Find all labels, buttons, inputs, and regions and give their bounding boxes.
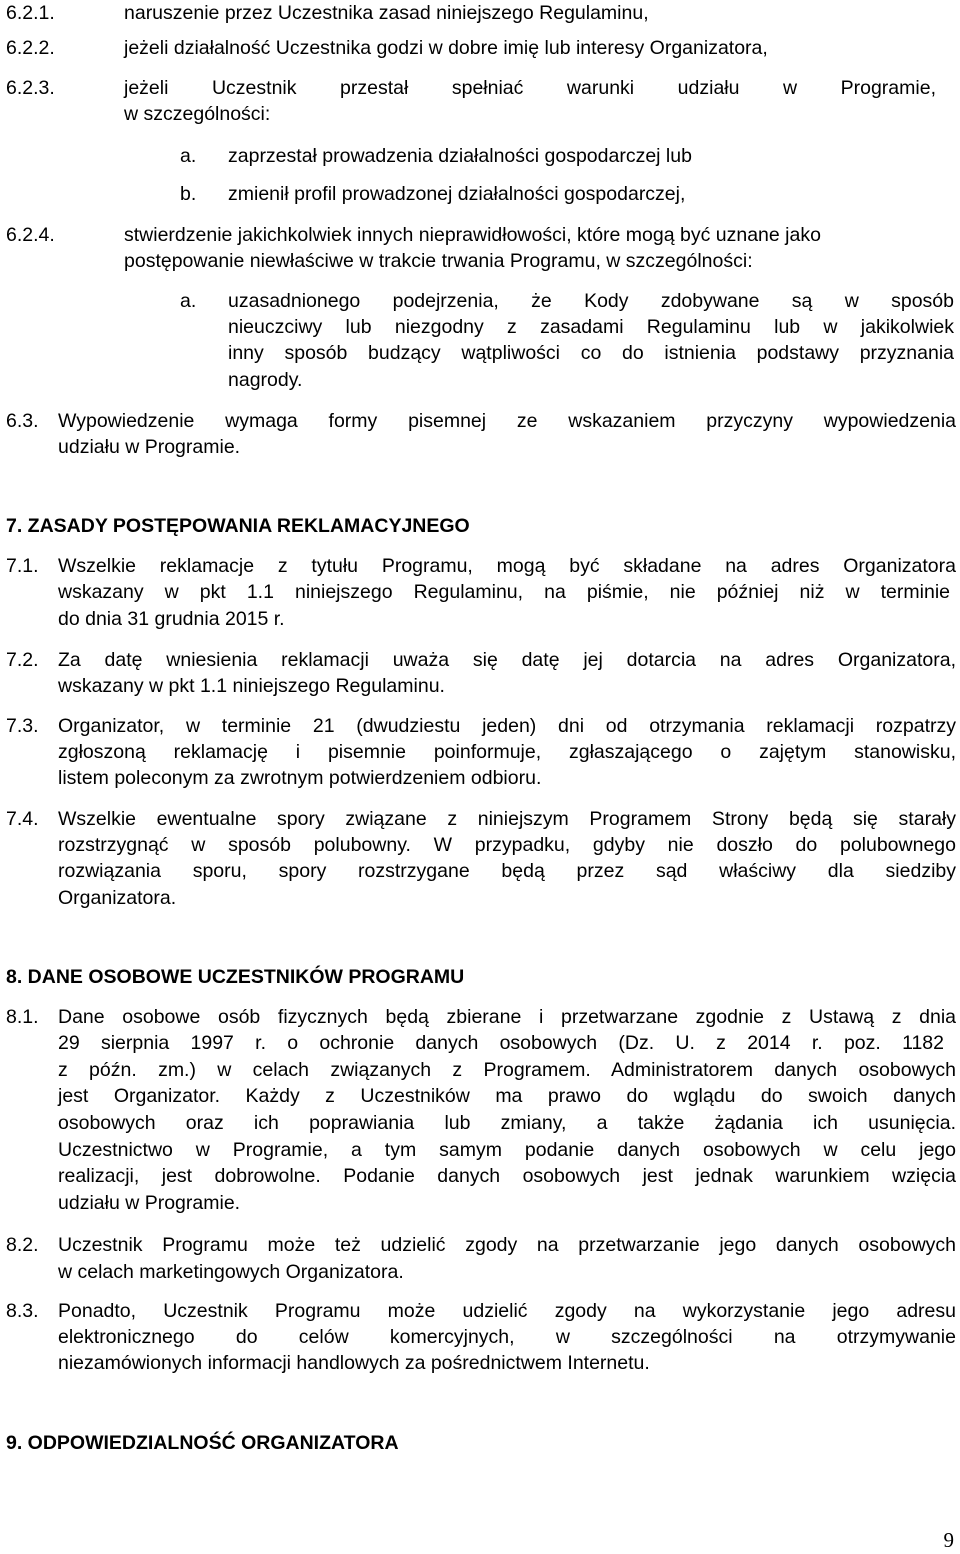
item-number: 6.3. bbox=[6, 410, 39, 432]
item-text-line: w celach marketingowych Organizatora. bbox=[58, 1261, 404, 1283]
item-number: 6.2.2. bbox=[6, 37, 55, 59]
item-text-line: osobowych oraz ich poprawiania lub zmiany, a także żądania ich usunięcia. bbox=[58, 1112, 956, 1134]
item-text: jeżeli działalność Uczestnika godzi w dobre imię lub interesy Organizatora, bbox=[124, 37, 768, 59]
item-text-line: postępowanie niewłaściwe w trakcie trwania Programu, w szczególności: bbox=[124, 250, 753, 272]
item-text-line: Organizatora. bbox=[58, 887, 177, 909]
item-text-line: Organizator, w terminie 21 (dwudziestu jeden) dni od otrzymania reklamacji rozpatrzy bbox=[58, 715, 956, 737]
item-number: 6.2.3. bbox=[6, 77, 55, 99]
item-number: 8.3. bbox=[6, 1300, 39, 1322]
item-text-line: Uczestnictwo w Programie, a tym samym podanie danych osobowych w celu jego bbox=[58, 1139, 956, 1161]
item-text-line: do dnia 31 grudnia 2015 r. bbox=[58, 608, 285, 630]
section-heading-8: 8. DANE OSOBOWE UCZESTNIKÓW PROGRAMU bbox=[6, 966, 465, 988]
section-heading-7: 7. ZASADY POSTĘPOWANIA REKLAMACYJNEGO bbox=[6, 515, 470, 537]
item-number: 8.1. bbox=[6, 1006, 39, 1028]
item-text-line: niezamówionych informacji handlowych za pośrednictwem Internetu. bbox=[58, 1352, 650, 1374]
item-number: 7.2. bbox=[6, 649, 39, 671]
item-text-line: Wypowiedzenie wymaga formy pisemnej ze wskazaniem przyczyny wypowiedzenia bbox=[58, 410, 956, 432]
item-text-line: Dane osobowe osób fizycznych będą zbierane i przetwarzane zgodnie z Ustawą z dnia bbox=[58, 1006, 956, 1028]
item-text-line: wskazany w pkt 1.1 niniejszego Regulaminu. bbox=[58, 675, 445, 697]
item-text-line: wskazany w pkt 1.1 niniejszego Regulaminu, na piśmie, nie później niż w terminie bbox=[58, 581, 950, 603]
item-text-line: elektronicznego do celów komercyjnych, w szczególności na otrzymywanie bbox=[58, 1326, 956, 1348]
item-text: zmienił profil prowadzonej działalności gospodarczej, bbox=[228, 183, 686, 205]
item-text-line: udziału w Programie. bbox=[58, 436, 241, 458]
item-text: naruszenie przez Uczestnika zasad niniejszego Regulaminu, bbox=[124, 2, 649, 24]
item-text-line: Za datę wniesienia reklamacji uważa się datę jej dotarcia na adres Organizatora, bbox=[58, 649, 956, 671]
item-number: a. bbox=[180, 145, 197, 167]
item-text-line: rozwiązania sporu, spory rozstrzygane będą przez sąd właściwy dla siedziby bbox=[58, 860, 956, 882]
item-text-line: realizacji, jest dobrowolne. Podanie danych osobowych jest jednak warunkiem wzięcia bbox=[58, 1165, 956, 1187]
item-text-line: listem poleconym za zwrotnym potwierdzeniem odbioru. bbox=[58, 767, 542, 789]
item-text-line: Wszelkie ewentualne spory związane z niniejszym Programem Strony będą się starały bbox=[58, 808, 956, 830]
section-heading-9: 9. ODPOWIEDZIALNOŚĆ ORGANIZATORA bbox=[6, 1432, 399, 1454]
item-number: a. bbox=[180, 290, 197, 312]
item-text-line: uzasadnionego podejrzenia, że Kody zdobywane są w sposób bbox=[228, 290, 954, 312]
item-text-line: nieuczciwy lub niezgodny z zasadami Regulaminu lub w jakikolwiek bbox=[228, 316, 954, 338]
item-text-line: zgłoszoną reklamację i pisemnie poinformuje, zgłaszającego o zajętym stanowisku, bbox=[58, 741, 956, 763]
item-text: zaprzestał prowadzenia działalności gospodarczej lub bbox=[228, 145, 692, 167]
item-text-line: udziału w Programie. bbox=[58, 1192, 241, 1214]
item-text-line: 29 sierpnia 1997 r. o ochronie danych osobowych (Dz. U. z 2014 r. poz. 1182 bbox=[58, 1032, 944, 1054]
item-number: 7.4. bbox=[6, 808, 39, 830]
item-text-line: Wszelkie reklamacje z tytułu Programu, mogą być składane na adres Organizatora bbox=[58, 555, 956, 577]
item-text-line: jeżeli Uczestnik przestał spełniać warunki udziału w Programie, bbox=[124, 77, 936, 99]
item-text-line: rozstrzygnąć w sposób polubowny. W przypadku, gdyby nie doszło do polubownego bbox=[58, 834, 956, 856]
item-number: 8.2. bbox=[6, 1234, 39, 1256]
item-text-line: Uczestnik Programu może też udzielić zgody na przetwarzanie jego danych osobowych bbox=[58, 1234, 956, 1256]
item-text-line: nagrody. bbox=[228, 369, 303, 391]
page-number: 9 bbox=[943, 1528, 954, 1552]
item-number: 7.1. bbox=[6, 555, 39, 577]
item-number: 7.3. bbox=[6, 715, 39, 737]
item-text-line: z późn. zm.) w celach związanych z Programem. Administratorem danych osobowych bbox=[58, 1059, 956, 1081]
item-number: 6.2.1. bbox=[6, 2, 55, 24]
item-text-line: stwierdzenie jakichkolwiek innych nieprawidłowości, które mogą być uznane jako bbox=[124, 224, 821, 246]
item-number: b. bbox=[180, 183, 197, 205]
item-text-line: Ponadto, Uczestnik Programu może udzielić zgody na wykorzystanie jego adresu bbox=[58, 1300, 956, 1322]
item-text-line: jest Organizator. Każdy z Uczestników ma prawo do wglądu do swoich danych bbox=[58, 1085, 956, 1107]
item-text-line: w szczególności: bbox=[124, 103, 271, 125]
item-text-line: inny sposób budzący wątpliwości co do istnienia podstawy przyznania bbox=[228, 342, 954, 364]
item-number: 6.2.4. bbox=[6, 224, 55, 246]
